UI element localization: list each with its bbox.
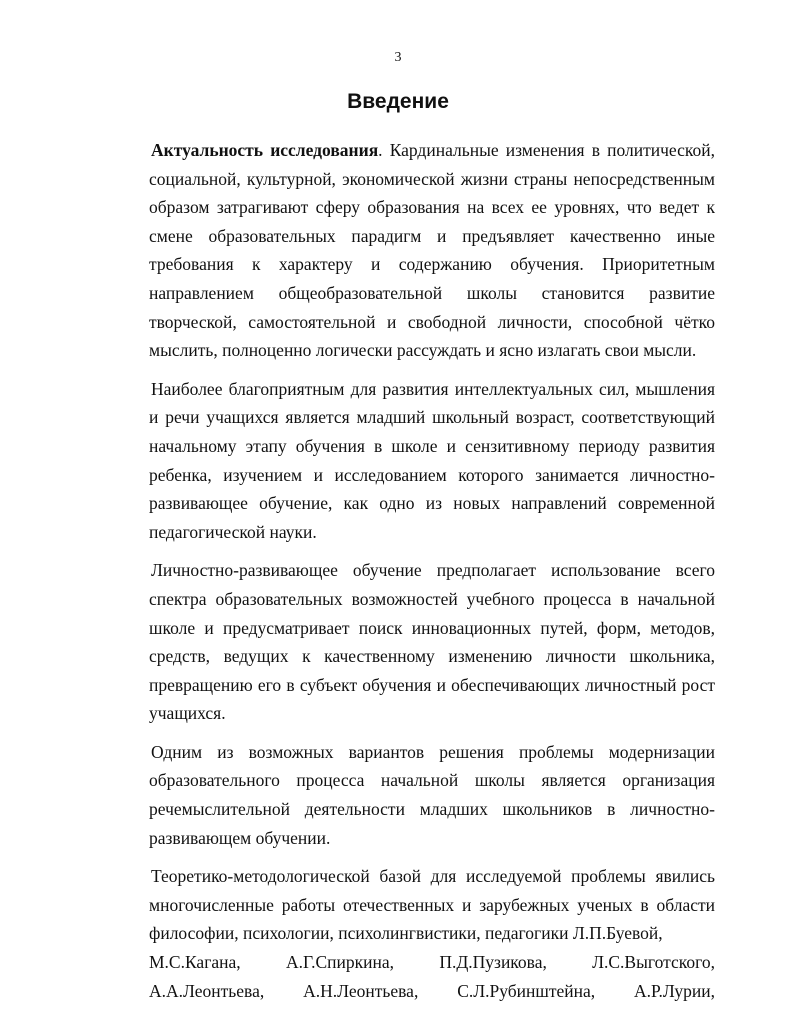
author-name: М.С.Кагана, [149, 952, 241, 973]
author-names-row [149, 977, 715, 1006]
paragraph-text: . Кардинальные изменения в политической, социальной, культурной, экономической жизни страны непосредственным образом затрагивают сферу образования на всех ее уровнях, что ведет к смене образовательных парадигм и предъявляет качественно иные требования к характеру и содержанию обучения. Приоритетным направлением общеобразовательной школы становится развитие творческой, самостоятельной и свободной личности, способной чётко мыслить, полноценно логически рассуждать и ясно излагать свои мысли. [149, 140, 715, 361]
page-number: 3 [394, 50, 402, 65]
paragraph-age: Наиболее благоприятным для развития интеллектуальных сил, мышления и речи учащихся является младший школьный возраст, соответствующий начальному этапу обучения в школе и сензитивному периоду развития ребенка, изучением и исследованием которого занимается личностно-развивающее обучение, как одно из новых направлений современной педагогической науки. [149, 378, 715, 542]
author-name: С.Л.Рубинштейна, [457, 980, 596, 1001]
author-name: А.А.Леонтьева, [149, 980, 265, 1001]
author-name: А.Н.Леонтьева, [303, 980, 419, 1001]
paragraph-personal-development: Личностно-развивающее обучение предполагает использование всего спектра образовательных возможностей учебного процесса в начальной школе и предусматривает поиск инновационных путей, форм, методов, средств, ведущих к качественному изменению личности школьника, превращению его в субъект обучения и обеспечивающих личностный рост учащихся. [149, 560, 715, 724]
author-name: Л.С.Выготского, [592, 952, 715, 973]
author-name: П.Д.Пузикова, [439, 952, 547, 973]
author-name: А.Р.Лурии, [634, 980, 715, 1001]
paragraph-lead: Актуальность исследования [151, 140, 379, 160]
author-names-row [149, 948, 715, 977]
paragraph-modernization: Одним из возможных вариантов решения проблемы модернизации образовательного процесса начальной школы является организация речемыслительной деятельности младших школьников в личностно-развивающем обучении. [149, 741, 715, 848]
paragraph-methodology: Теоретико-методологической базой для исследуемой проблемы явились многочисленные работы отечественных и зарубежных ученых в области философии, психологии, психолингвистики, педагогики Л.П.Буевой, [149, 866, 715, 944]
author-name: А.Г.Спиркина, [285, 952, 395, 973]
page-title: Введение [347, 90, 449, 113]
document-body [149, 136, 715, 1005]
paragraph-relevance [149, 136, 715, 365]
